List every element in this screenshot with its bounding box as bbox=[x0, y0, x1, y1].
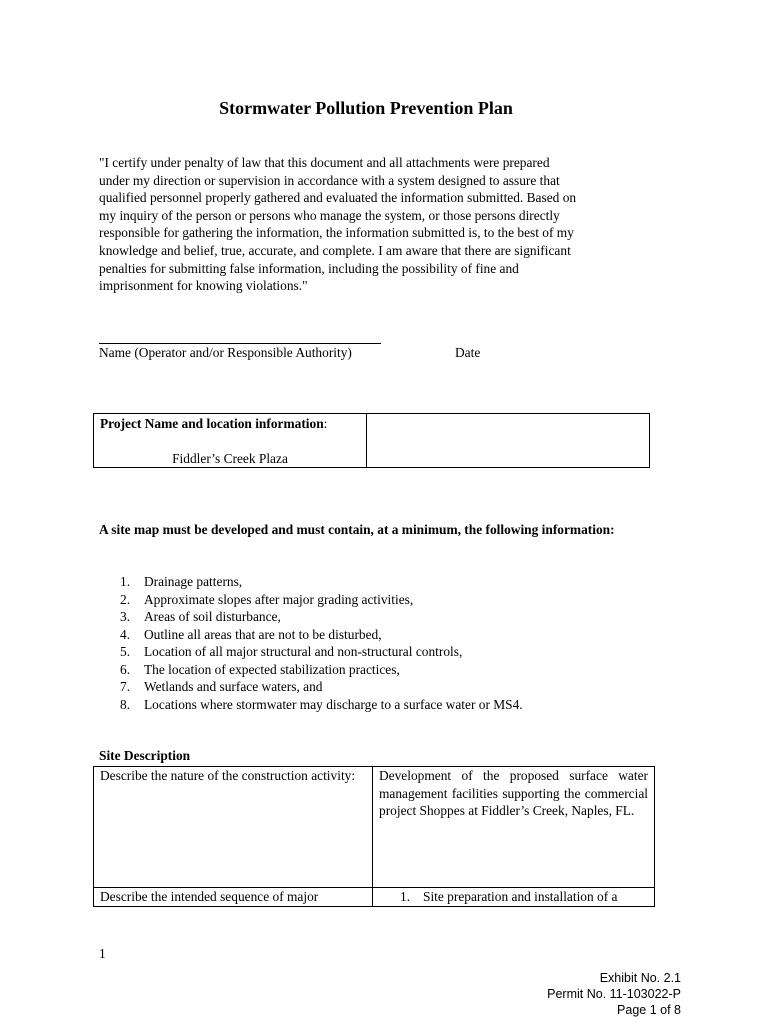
page-count: Page 1 of 8 bbox=[617, 1003, 681, 1017]
certification-line: my inquiry of the person or persons who manage the system, or those persons directly bbox=[99, 207, 560, 223]
certification-line: "I certify under penalty of law that this document and all attachments were prepared bbox=[99, 155, 550, 170]
page-number: 1 bbox=[99, 946, 106, 961]
list-item: 3. Areas of soil disturbance, bbox=[120, 609, 281, 624]
project-info-heading: Project Name and location information: bbox=[100, 416, 328, 431]
certification-statement bbox=[99, 154, 639, 295]
sequence-item-text: Site preparation and installation of a bbox=[423, 889, 618, 904]
certification-line: knowledge and belief, true, accurate, and complete. I am aware that there are significant bbox=[99, 242, 571, 258]
site-map-requirements-list bbox=[99, 573, 523, 713]
certification-line: under my direction or supervision in accordance with a system designed to assure that bbox=[99, 172, 560, 188]
construction-activity-label: Describe the nature of the construction activity: bbox=[94, 767, 373, 888]
certification-line: responsible for gathering the information, the information submitted is, to the best of my bbox=[99, 225, 574, 241]
sequence-item-number: 1. bbox=[400, 889, 411, 904]
project-info-value-cell[interactable] bbox=[367, 414, 650, 468]
project-info-cell bbox=[94, 414, 367, 468]
exhibit-number: Exhibit No. 2.1 bbox=[599, 971, 681, 985]
list-item: 1. Drainage patterns, bbox=[120, 574, 243, 589]
site-description-heading: Site Description bbox=[99, 748, 191, 763]
site-description-table bbox=[93, 766, 655, 907]
signature-name-label: Name (Operator and/or Responsible Authority) bbox=[99, 345, 352, 360]
sequence-label: Describe the intended sequence of major bbox=[94, 888, 373, 907]
list-item: 7. Wetlands and surface waters, and bbox=[120, 679, 323, 694]
permit-number: Permit No. 11-103022-P bbox=[547, 987, 681, 1001]
list-item: 6. The location of expected stabilization practices, bbox=[120, 661, 400, 677]
construction-activity-value: Development of the proposed surface water management facilities supporting the commercial project Shoppes at Fiddler’s Creek, Naples, FL. bbox=[373, 767, 655, 888]
list-item: 4. Outline all areas that are not to be disturbed, bbox=[120, 626, 382, 642]
sequence-value bbox=[373, 888, 655, 907]
certification-line: qualified personnel properly gathered and evaluated the information submitted. Based on bbox=[99, 190, 577, 206]
list-item: 2. Approximate slopes after major grading activities, bbox=[120, 591, 414, 607]
project-info-table bbox=[93, 413, 650, 468]
certification-line: imprisonment for knowing violations." bbox=[99, 278, 308, 294]
table-row bbox=[94, 888, 655, 907]
signature-line[interactable] bbox=[99, 343, 381, 344]
signature-date-label: Date bbox=[455, 345, 481, 360]
project-name: Fiddler’s Creek Plaza bbox=[172, 451, 288, 466]
list-item: 8. Locations where stormwater may discharge to a surface water or MS4. bbox=[120, 696, 523, 712]
certification-line: penalties for submitting false information, including the possibility of fine and bbox=[99, 260, 519, 276]
page-title: Stormwater Pollution Prevention Plan bbox=[219, 98, 513, 118]
list-item: 5. Location of all major structural and non-structural controls, bbox=[120, 644, 463, 659]
table-row bbox=[94, 767, 655, 888]
footer-stamp bbox=[547, 970, 681, 1018]
site-map-heading: A site map must be developed and must contain, at a minimum, the following information: bbox=[99, 522, 615, 537]
